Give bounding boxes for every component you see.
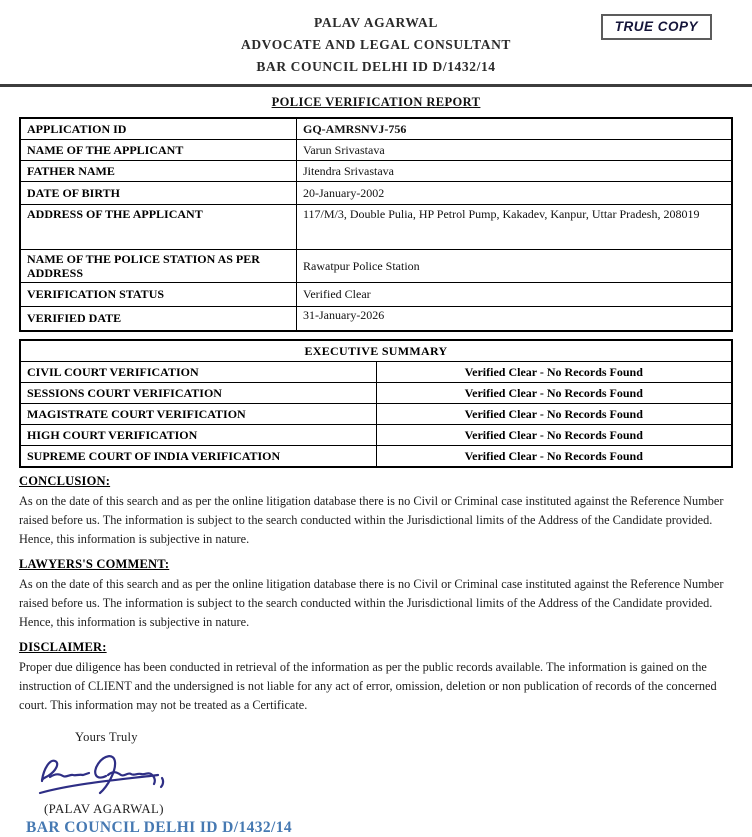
field-label: ADDRESS OF THE APPLICANT: [20, 205, 297, 250]
summary-header-row: [20, 340, 732, 362]
field-label: VERIFICATION STATUS: [20, 283, 297, 307]
table-row: [20, 161, 732, 182]
field-label: DATE OF BIRTH: [20, 182, 297, 205]
field-value: Verified Clear: [297, 283, 733, 307]
summary-value: Verified Clear - No Records Found: [376, 362, 732, 383]
executive-summary-title: EXECUTIVE SUMMARY: [20, 340, 732, 362]
summary-value: Verified Clear - No Records Found: [376, 425, 732, 446]
field-label: NAME OF THE APPLICANT: [20, 140, 297, 161]
field-value: GQ-AMRSNVJ-756: [297, 118, 733, 140]
lawyers-comment-text: As on the date of this search and as per the online litigation database there is no Civil or Criminal case instituted against the Reference Number raised before us. The information is subject to the search conducted within the Jurisdictional limits of the Address of the Candidate provided. Hence, this information is subjective in nature.: [19, 577, 724, 629]
table-row: [20, 205, 732, 250]
table-row: [20, 307, 732, 332]
disclaimer-heading: DISCLAIMER:: [19, 640, 107, 654]
narrative-sections: [19, 474, 733, 715]
applicant-details-table: [19, 117, 733, 332]
table-row: [20, 250, 732, 283]
summary-value: Verified Clear - No Records Found: [376, 446, 732, 468]
advocate-title: ADVOCATE AND LEGAL CONSULTANT: [240, 37, 512, 52]
table-row: [20, 425, 732, 446]
disclaimer-text: Proper due diligence has been conducted in retrieval of the information as per the public records available. The information is gained on the instruction of CLIENT and the undersigned is not liable for any act of error, omission, deletion or non publication of records of the concerned court. This information may not be treated as a Certificate.: [19, 660, 717, 712]
summary-label: SUPREME COURT OF INDIA VERIFICATION: [20, 446, 376, 468]
signatory-name: (PALAV AGARWAL): [44, 802, 164, 816]
field-label: VERIFIED DATE: [20, 307, 297, 332]
executive-summary-table: [19, 339, 733, 468]
closing-line: Yours Truly: [75, 730, 138, 744]
field-value: Jitendra Srivastava: [297, 161, 733, 182]
advocate-name: PALAV AGARWAL: [314, 15, 438, 30]
field-value: 20-January-2002: [297, 182, 733, 205]
advocate-bar-id: BAR COUNCIL DELHI ID D/1432/14: [256, 59, 496, 74]
bar-council-line: BAR COUNCIL DELHI ID D/1432/14: [26, 819, 293, 836]
true-copy-stamp: TRUE COPY: [601, 14, 712, 40]
summary-label: CIVIL COURT VERIFICATION: [20, 362, 376, 383]
table-row: [20, 283, 732, 307]
summary-value: Verified Clear - No Records Found: [376, 404, 732, 425]
field-value: Varun Srivastava: [297, 140, 733, 161]
table-row: [20, 140, 732, 161]
table-row: [20, 362, 732, 383]
signature-scribble: [34, 749, 752, 801]
table-row: [20, 182, 732, 205]
table-row: [20, 446, 732, 468]
header-divider: [0, 84, 752, 87]
field-value: Rawatpur Police Station: [297, 250, 733, 283]
field-label: APPLICATION ID: [20, 118, 297, 140]
table-row: [20, 404, 732, 425]
report-title: POLICE VERIFICATION REPORT: [271, 95, 481, 109]
lawyers-comment-heading: LAWYERS'S COMMENT:: [19, 557, 170, 571]
summary-label: HIGH COURT VERIFICATION: [20, 425, 376, 446]
table-row: [20, 118, 732, 140]
field-label: FATHER NAME: [20, 161, 297, 182]
summary-label: SESSIONS COURT VERIFICATION: [20, 383, 376, 404]
summary-value: Verified Clear - No Records Found: [376, 383, 732, 404]
conclusion-text: As on the date of this search and as per the online litigation database there is no Civil or Criminal case instituted against the Reference Number raised before us. The information is subject to the search conducted within the Jurisdictional limits of the Address of the Candidate provided. Hence, this information is subjective in nature.: [19, 494, 724, 546]
table-row: [20, 383, 732, 404]
field-value: 117/M/3, Double Pulia, HP Petrol Pump, Kakadev, Kanpur, Uttar Pradesh, 208019: [297, 205, 733, 250]
summary-label: MAGISTRATE COURT VERIFICATION: [20, 404, 376, 425]
field-value: 31-January-2026: [297, 307, 733, 332]
conclusion-heading: CONCLUSION:: [19, 474, 111, 488]
field-label: NAME OF THE POLICE STATION AS PER ADDRESS: [20, 250, 297, 283]
